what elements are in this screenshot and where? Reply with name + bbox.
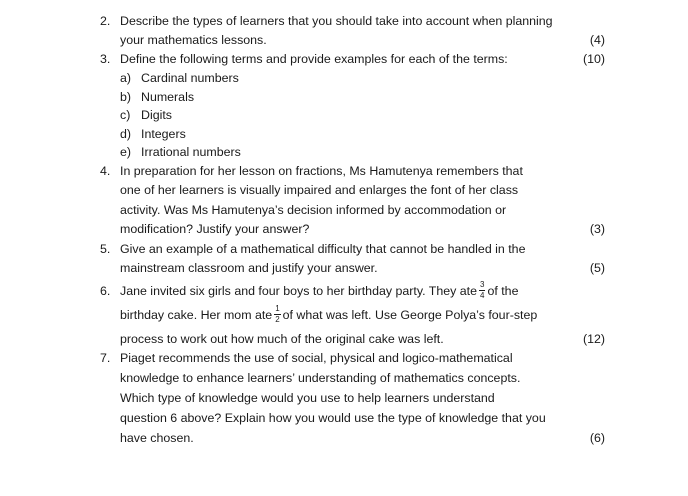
question-text-line: modification? Justify your answer? (120, 222, 310, 236)
question-text-line: activity. Was Ms Hamutenya’s decision informed by accommodation or (120, 203, 507, 217)
question-text-line: Which type of knowledge would you use to help learners understand (120, 391, 495, 405)
question-text-line: mainstream classroom and justify your answer. (120, 261, 378, 275)
question-text-segment: of what was left. Use George Polya’s four-step (282, 308, 538, 322)
question-text-segment: birthday cake. Her mom ate (120, 308, 273, 322)
subitem-text: Integers (141, 127, 186, 141)
subitem-letter: a) (120, 71, 132, 85)
question-number: 3. (100, 52, 111, 66)
question-text-line (120, 282, 518, 301)
subitem-text: Numerals (141, 90, 195, 104)
question-number: 4. (100, 164, 111, 178)
question-number: 6. (100, 284, 111, 298)
subitem-text: Digits (141, 108, 172, 122)
fraction-numerator: 1 (275, 304, 280, 314)
question-text-line: Define the following terms and provide examples for each of the terms: (120, 52, 508, 66)
fraction-denominator: 2 (275, 315, 280, 325)
fraction-denominator: 4 (480, 291, 485, 301)
question-text-line: Describe the types of learners that you should take into account when planning (120, 14, 553, 28)
fraction-one-half (274, 305, 280, 324)
subitem-letter: c) (120, 108, 131, 122)
question-text-line (120, 306, 537, 325)
question-text-segment: Jane invited six girls and four boys to her birthday party. They ate (120, 284, 477, 298)
marks-label: (3) (589, 222, 605, 236)
question-text-line: Piaget recommends the use of social, physical and logico-mathematical (120, 351, 513, 365)
marks-label: (12) (582, 332, 605, 346)
subitem-text: Cardinal numbers (141, 71, 239, 85)
question-text-line: knowledge to enhance learners’ understanding of mathematics concepts. (120, 371, 521, 385)
subitem-letter: b) (120, 90, 132, 104)
question-text-line: one of her learners is visually impaired and enlarges the font of her class (120, 183, 519, 197)
question-text-line: question 6 above? Explain how you would use the type of knowledge that you (120, 411, 546, 425)
marks-label: (5) (589, 261, 605, 275)
question-text-line: In preparation for her lesson on fractions, Ms Hamutenya remembers that (120, 164, 523, 178)
subitem-letter: d) (120, 127, 132, 141)
question-number: 2. (100, 14, 111, 28)
question-number: 5. (100, 242, 111, 256)
question-text-line: process to work out how much of the original cake was left. (120, 332, 444, 346)
question-number: 7. (100, 351, 111, 365)
question-text-segment: of the (487, 284, 519, 298)
question-text-line: have chosen. (120, 431, 194, 445)
subitem-letter: e) (120, 145, 132, 159)
subitem-text: Irrational numbers (141, 145, 241, 159)
fraction-numerator: 3 (480, 280, 485, 290)
marks-label: (4) (589, 33, 605, 47)
fraction-three-quarters (479, 281, 485, 300)
question-text-line: Give an example of a mathematical difficulty that cannot be handled in the (120, 242, 526, 256)
marks-label: (10) (582, 52, 605, 66)
marks-label: (6) (589, 431, 605, 445)
question-text-line: your mathematics lessons. (120, 33, 267, 47)
